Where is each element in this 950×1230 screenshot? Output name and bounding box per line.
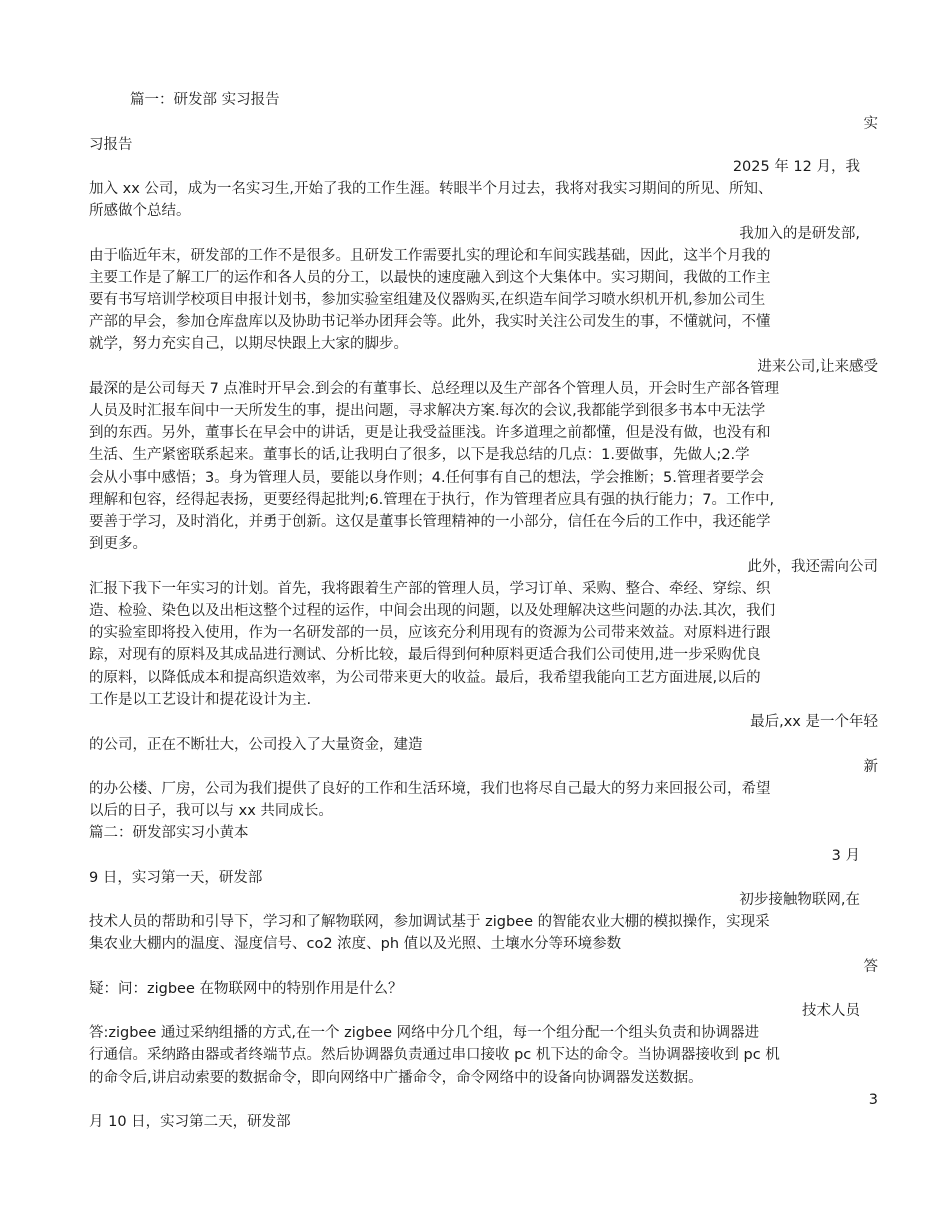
text-line: 初步接触物联网,在 [739, 892, 860, 908]
text-line: 进来公司,让来感受 [757, 359, 878, 375]
text-line: 实 [863, 116, 878, 132]
text-line: 我加入的是研发部, [739, 226, 860, 242]
text-line: 以后的日子，我可以与 xx 共同成长。 [89, 803, 333, 819]
text-line: 的原料，以降低成本和提高织造效率，为公司带来更大的收益。最后，我希望我能向工艺方面进展,以后的 [89, 670, 761, 686]
text-line: 到更多。 [89, 536, 147, 552]
text-line: 9 日，实习第一天，研发部 [89, 870, 263, 886]
text-line: 产部的早会，参加仓库盘库以及协助书记举办团拜会等。此外，我实时关注公司发生的事，不懂就问，不懂 [89, 314, 771, 330]
text-line: 行通信。采纳路由器或者终端节点。然后协调器负责通过串口接收 pc 机下达的命令。当协调器接收到 pc 机 [89, 1047, 780, 1063]
text-line: 生活、生产紧密联系起来。董事长的话,让我明白了很多，以下是我总结的几点：1.要做事，先做人;2.学 [89, 447, 750, 463]
text-line: 3 [868, 1092, 878, 1108]
text-line: 的公司，正在不断壮大，公司投入了大量资金，建造 [89, 737, 423, 753]
text-line: 工作是以工艺设计和提花设计为主. [89, 692, 312, 708]
text-line: 由于临近年末，研发部的工作不是很多。且研发工作需要扎实的理论和车间实践基础，因此，这半个月我的 [89, 248, 771, 264]
text-line: 到的东西。另外，董事长在早会中的讲话，更是让我受益匪浅。许多道理之前都懂，但是没有做，也没有和 [89, 425, 771, 441]
text-line: 2025 年 12 月，我 [732, 159, 860, 175]
text-line: 理解和包容，经得起表扬，更要经得起批判;6.管理在于执行，作为管理者应具有强的执行能力；7。工作中, [89, 492, 775, 508]
text-line: 此外，我还需向公司 [747, 559, 878, 575]
text-line: 会从小事中感悟；3。身为管理人员，要能以身作则；4.任何事有自己的想法，学会推断；5.管理者要学会 [89, 470, 764, 486]
text-line: 最深的是公司每天 7 点准时开早会.到会的有董事长、总经理以及生产部各个管理人员，开会时生产部各管理 [89, 381, 780, 397]
text-line: 人员及时汇报车间中一天所发生的事，提出问题，寻求解决方案.每次的会议,我都能学到很多书本中无法学 [89, 403, 766, 419]
text-line: 造、检验、染色以及出柜这整个过程的运作，中间会出现的问题，以及处理解决这些问题的办法.其次，我们 [89, 603, 776, 619]
text-line: 加入 xx 公司，成为一名实习生,开始了我的工作生涯。转眼半个月过去，我将对我实习期间的所见、所知、 [89, 181, 773, 197]
text-line: 的实验室即将投入使用，作为一名研发部的一员，应该充分利用现有的资源为公司带来效益。对原料进行跟 [89, 625, 771, 641]
section-heading-1: 篇一：研发部 实习报告 [130, 92, 280, 108]
text-line: 疑：问：zigbee 在物联网中的特别作用是什么？ [89, 981, 403, 997]
text-line: 技术人员 [802, 1003, 860, 1019]
text-line: 答:zigbee 通过采纳组播的方式,在一个 zigbee 网络中分几个组，每一个组分配一个组头负责和协调器进 [89, 1025, 760, 1041]
text-line: 最后,xx 是一个年轻 [750, 714, 878, 730]
text-line: 集农业大棚内的温度、湿度信号、co2 浓度、ph 值以及光照、土壤水分等环境参数 [89, 936, 622, 952]
text-line: 的命令后,讲启动索要的数据命令，即向网络中广播命令，命令网络中的设备向协调器发送数据。 [89, 1070, 703, 1086]
text-line: 的办公楼、厂房，公司为我们提供了良好的工作和生活环境，我们也将尽自己最大的努力来回报公司，希望 [89, 781, 771, 797]
text-line: 所感做个总结。 [89, 203, 191, 219]
text-line: 要善于学习，及时消化，并勇于创新。这仅是董事长管理精神的一小部分，信任在今后的工作中，我还能学 [89, 514, 771, 530]
text-line: 答 [863, 959, 878, 975]
text-line: 就学，努力充实自己，以期尽快跟上大家的脚步。 [89, 336, 408, 352]
section-heading-2: 篇二：研发部实习小黄本 [89, 825, 249, 841]
text-line: 踪，对现有的原料及其成品进行测试、分析比较，最后得到何种原料更适合我们公司使用,进一步采购优良 [89, 647, 761, 663]
text-line: 主要工作是了解工厂的运作和各人员的分工，以最快的速度融入到这个大集体中。实习期间，我做的工作主 [89, 270, 771, 286]
text-line: 月 10 日，实习第二天，研发部 [89, 1114, 291, 1130]
text-line: 新 [863, 759, 878, 775]
text-line: 3 月 [831, 848, 860, 864]
text-line: 技术人员的帮助和引导下，学习和了解物联网，参加调试基于 zigbee 的智能农业大棚的模拟操作，实现采 [89, 914, 770, 930]
text-line: 习报告 [89, 137, 133, 153]
text-line: 要有书写培训学校项目申报计划书，参加实验室组建及仪器购买,在织造车间学习喷水织机开机,参加公司生 [89, 292, 766, 308]
text-line: 汇报下我下一年实习的计划。首先，我将跟着生产部的管理人员，学习订单、采购、整合、牵经、穿综、织 [89, 581, 771, 597]
